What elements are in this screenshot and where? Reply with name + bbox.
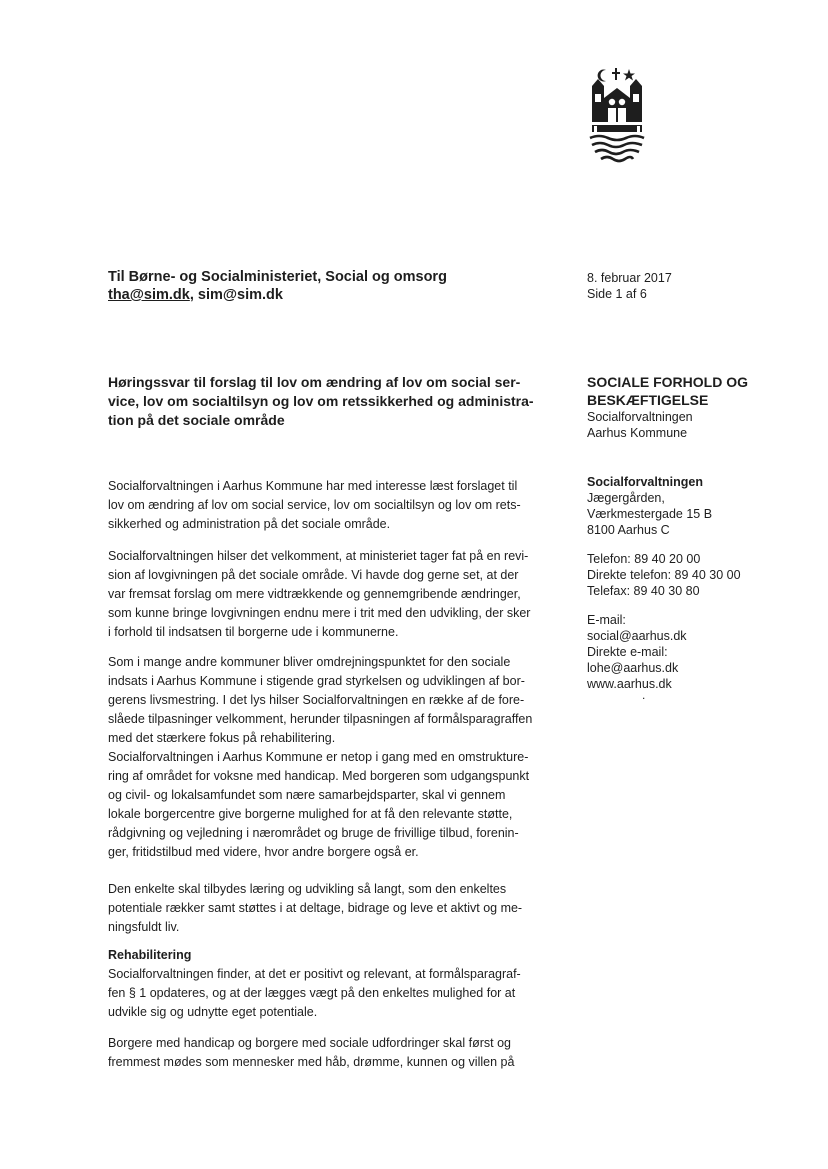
text-line: Den enkelte skal tilbydes læring og udvikling så langt, som den enkeltes [108,882,507,896]
email-link-tha[interactable]: tha@sim.dk [108,287,190,303]
text-line: lokale borgercentre give borgerne mulighed for at få den relevante støtte, [108,807,513,821]
email-sim: sim@sim.dk [197,287,283,303]
address-heading: Socialforvaltningen [587,475,703,489]
text-line: var fremsat forslag om mere vidtrækkende og gennemgribende ændringer, [108,587,521,601]
text-line: og civil- og lokalsamfundet som nære samarbejdsparter, skal vi gennem [108,788,506,802]
direct-email-address[interactable]: lohe@aarhus.dk [587,661,679,675]
text-line: Socialforvaltningen i Aarhus Kommune er netop i gang med en omstrukture- [108,750,529,764]
subject-line: tion på det sociale område [108,412,285,428]
text-line: potentiale rækker samt støttes i at deltage, bidrage og leve et aktivt og me- [108,901,523,915]
recipient-emails [108,286,447,304]
text-line: Som i mange andre kommuner bliver omdrejningspunktet for den sociale [108,655,511,669]
rehabilitation-section [108,946,563,1022]
text-line: sion af lovgivningen på det sociale område. Vi havde dog gerne set, at der [108,568,519,582]
department-block [587,373,748,441]
text-line: fremmest mødes som mennesker med håb, drømme, kunnen og villen på [108,1055,515,1069]
text-line: ger, fritidstilbud med videre, hvor andre borgere også er. [108,845,419,859]
subject-heading [108,373,558,430]
website-link[interactable]: www.aarhus.dk [587,677,672,691]
text-line: som kunne bringe lovgivningen endnu mere i trit med den udvikling, der sker [108,606,531,620]
body-paragraph-2 [108,547,563,642]
address-block [587,474,712,538]
subject-line: vice, lov om socialtilsyn og lov om retssikkerhed og administra- [108,393,534,409]
text-line: ningsfuldt liv. [108,920,180,934]
body-paragraph-1 [108,477,563,534]
phone-line: Direkte telefon: 89 40 30 00 [587,568,741,582]
department-sub-line: Aarhus Kommune [587,426,688,440]
email-address[interactable]: social@aarhus.dk [587,629,687,643]
letter-date: 8. februar 2017 [587,271,672,285]
text-line: fen § 1 opdateres, og at der lægges vægt på den enkeltes mulighed for at [108,986,516,1000]
aarhus-coat-of-arms-logo [582,66,652,166]
fax-line: Telefax: 89 40 30 80 [587,584,700,598]
email-separator: , [189,287,198,303]
text-line: gerens livsmestring. I det lys hilser Socialforvaltningen en række af de fore- [108,693,525,707]
body-paragraph-7 [108,1034,563,1072]
text-line: i forhold til indsatsen til borgerne ude i kommunerne. [108,625,399,639]
text-line: lov om ændring af lov om social service, lov om socialtilsyn og lov om rets- [108,498,521,512]
section-heading: Rehabilitering [108,948,192,962]
address-line: Værkmestergade 15 B [587,507,713,521]
phone-line: Telefon: 89 40 20 00 [587,552,701,566]
direct-email-label: Direkte e-mail: [587,645,668,659]
address-line: Jægergården, [587,491,665,505]
department-name-line: SOCIALE FORHOLD OG [587,374,748,390]
coat-of-arms-icon [582,66,652,166]
email-label: E-mail: [587,613,626,627]
text-line: rådgivning og vejledning i nærområdet og bruge de frivillige tilbud, forenin- [108,826,519,840]
body-paragraph-4 [108,748,563,862]
body-paragraph-5 [108,880,563,937]
department-sub-line: Socialforvaltningen [587,410,693,424]
phone-block [587,551,741,599]
page-indicator: Side 1 af 6 [587,287,647,301]
text-line: slåede tilpasninger velkomment, herunder tilpasningen af formålsparagraffen [108,712,533,726]
text-line: indsats i Aarhus Kommune i stigende grad styrkelsen og udviklingen af bor- [108,674,525,688]
text-line: Borgere med handicap og borgere med sociale udfordringer skal først og [108,1036,511,1050]
text-line: med det stærkere fokus på rehabilitering. [108,731,336,745]
text-line: Socialforvaltningen finder, at det er positivt og relevant, at formålsparagraf- [108,967,521,981]
text-line: ring af området for voksne med handicap. Med borgeren som udgangspunkt [108,769,530,783]
text-line: Socialforvaltningen hilser det velkomment, at ministeriet tager fat på en revi- [108,549,529,563]
subject-line: Høringssvar til forslag til lov om ændring af lov om social ser- [108,374,521,390]
recipient-line: Til Børne- og Socialministeriet, Social og omsorg [108,269,447,285]
text-line: Socialforvaltningen i Aarhus Kommune har med interesse læst forslaget til [108,479,518,493]
body-paragraph-3 [108,653,563,748]
contact-block [587,612,687,692]
department-name-line: BESKÆFTIGELSE [587,392,709,408]
stray-mark: . [642,688,646,702]
letter-meta [587,270,672,302]
text-line: udvikle sig og udnytte eget potentiale. [108,1005,318,1019]
address-line: 8100 Aarhus C [587,523,670,537]
text-line: sikkerhed og administration på det sociale område. [108,517,391,531]
recipient-block [108,268,447,304]
